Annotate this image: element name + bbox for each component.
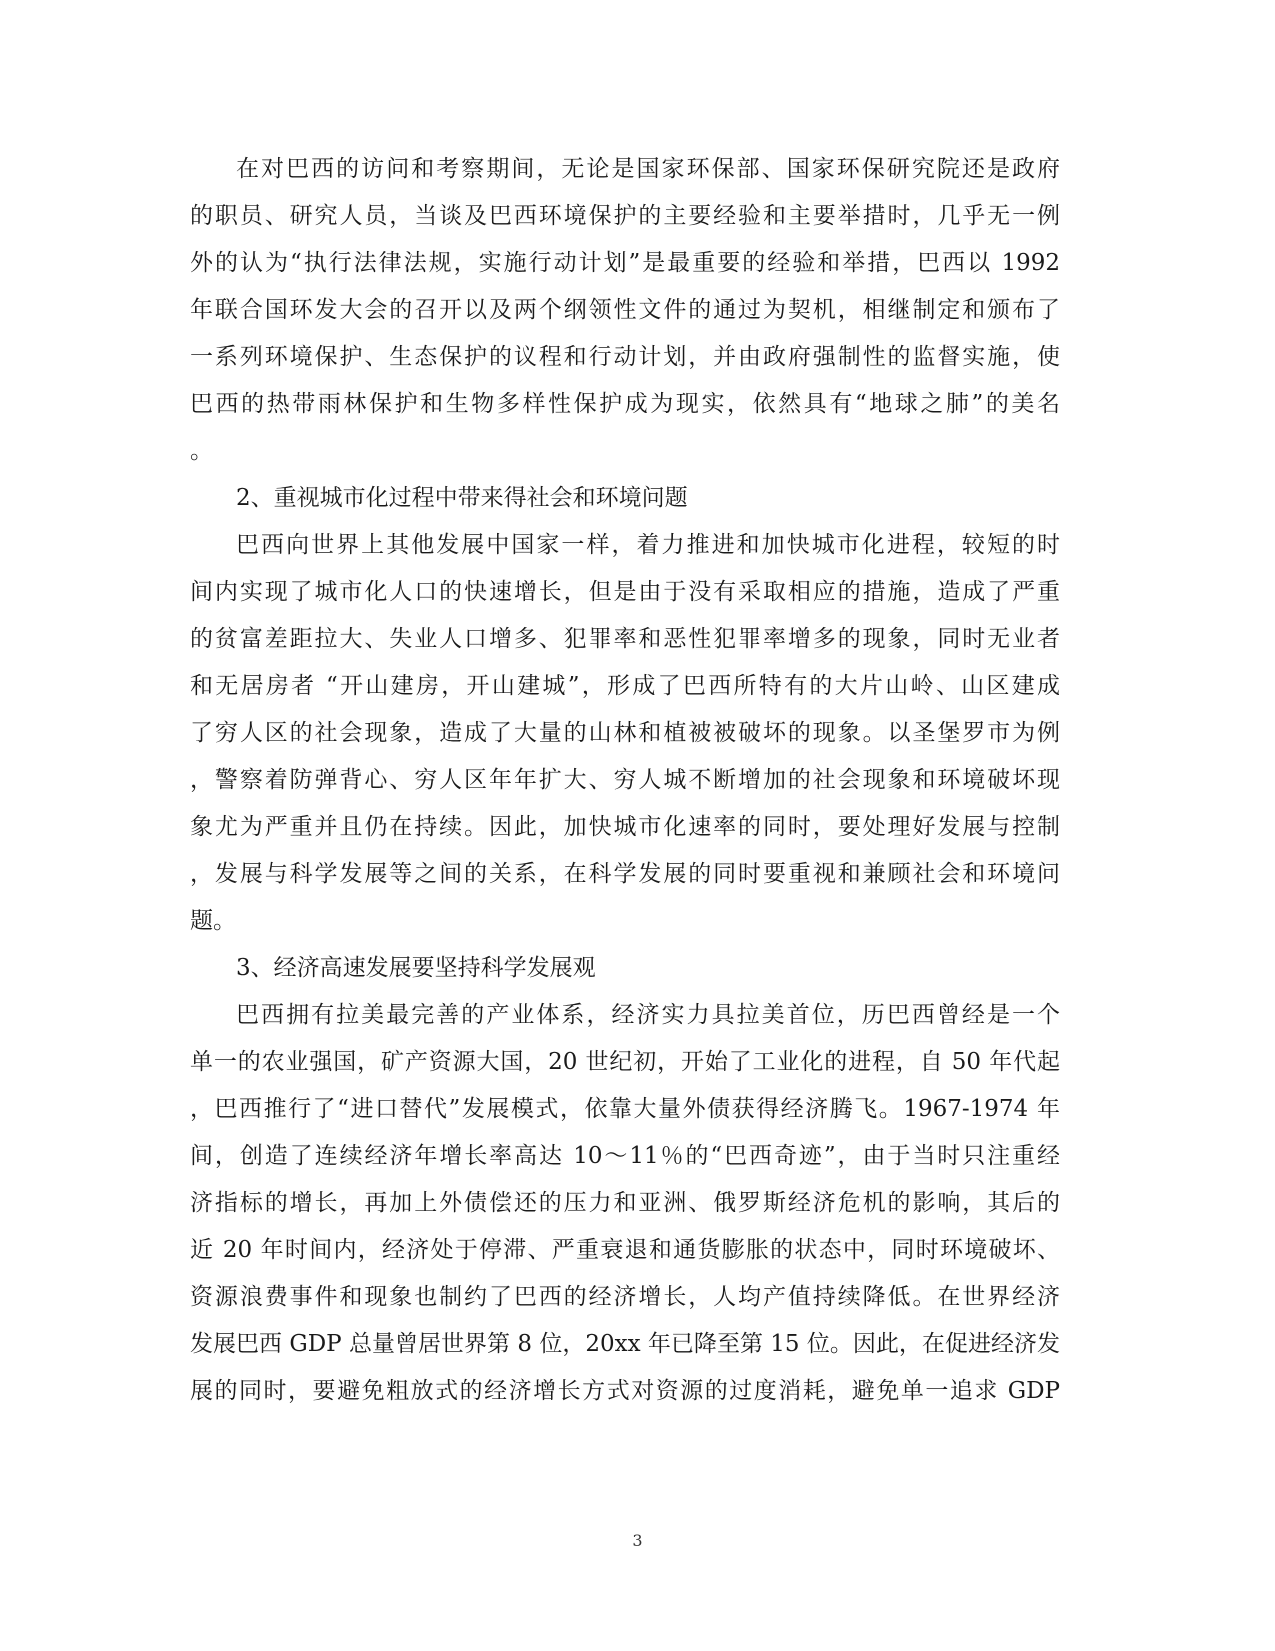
text-line: 巴西拥有拉美最完善的产业体系，经济实力具拉美首位，历巴西曾经是一个 [236, 1002, 1060, 1028]
text-line: 在对巴西的访问和考察期间，无论是国家环保部、国家环保研究院还是政府 [236, 156, 1060, 182]
text-line: 巴西的热带雨林保护和生物多样性保护成为现实，依然具有“地球之肺”的美名 [190, 391, 1060, 417]
text-line: 巴西向世界上其他发展中国家一样，着力推进和加快城市化进程，较短的时 [236, 532, 1060, 558]
text-line: 展的同时，要避免粗放式的经济增长方式对资源的过度消耗，避免单一追求 GDP [190, 1378, 1060, 1404]
text-line: 外的认为“执行法律法规，实施行动计划”是最重要的经验和举措，巴西以 1992 [190, 250, 1060, 276]
text-line: ，巴西推行了“进口替代”发展模式，依靠大量外债获得经济腾飞。1967-1974 年 [190, 1096, 1060, 1122]
text-line: 了穷人区的社会现象，造成了大量的山林和植被被破坏的现象。以圣堡罗市为例 [190, 720, 1060, 746]
text-line: 和无居房者 “开山建房，开山建城”，形成了巴西所特有的大片山岭、山区建成 [190, 673, 1060, 699]
text-line: 资源浪费事件和现象也制约了巴西的经济增长，人均产值持续降低。在世界经济 [190, 1284, 1060, 1310]
text-line: 单一的农业强国，矿产资源大国，20 世纪初，开始了工业化的进程，自 50 年代起 [190, 1049, 1060, 1075]
text-line: 间，创造了连续经济年增长率高达 10～11％的“巴西奇迹”，由于当时只注重经 [190, 1143, 1060, 1169]
text-line: 一系列环境保护、生态保护的议程和行动计划，并由政府强制性的监督实施，使 [190, 344, 1060, 370]
text-line: 发展巴西 GDP 总量曾居世界第 8 位，20xx 年已降至第 15 位。因此，在促进经济发 [190, 1331, 1060, 1357]
section-heading: 3、经济高速发展要坚持科学发展观 [236, 955, 596, 981]
text-line: 的贫富差距拉大、失业人口增多、犯罪率和恶性犯罪率增多的现象，同时无业者 [190, 626, 1060, 652]
text-line: 间内实现了城市化人口的快速增长，但是由于没有采取相应的措施，造成了严重 [190, 579, 1060, 605]
text-line: 象尤为严重并且仍在持续。因此，加快城市化速率的同时，要处理好发展与控制 [190, 814, 1060, 840]
text-line: 。 [190, 438, 213, 464]
text-line: 济指标的增长，再加上外债偿还的压力和亚洲、俄罗斯经济危机的影响，其后的 [190, 1190, 1060, 1216]
text-line: 题。 [190, 908, 236, 934]
text-line: 近 20 年时间内，经济处于停滞、严重衰退和通货膨胀的状态中，同时环境破坏、 [190, 1237, 1060, 1263]
text-line: 年联合国环发大会的召开以及两个纲领性文件的通过为契机，相继制定和颁布了 [190, 297, 1060, 323]
page-number: 3 [632, 1531, 643, 1550]
text-line: 的职员、研究人员，当谈及巴西环境保护的主要经验和主要举措时，几乎无一例 [190, 203, 1060, 229]
text-line: ，发展与科学发展等之间的关系，在科学发展的同时要重视和兼顾社会和环境问 [190, 861, 1060, 887]
section-heading: 2、重视城市化过程中带来得社会和环境问题 [236, 485, 688, 511]
text-line: ，警察着防弹背心、穷人区年年扩大、穷人城不断增加的社会现象和环境破坏现 [190, 767, 1060, 793]
